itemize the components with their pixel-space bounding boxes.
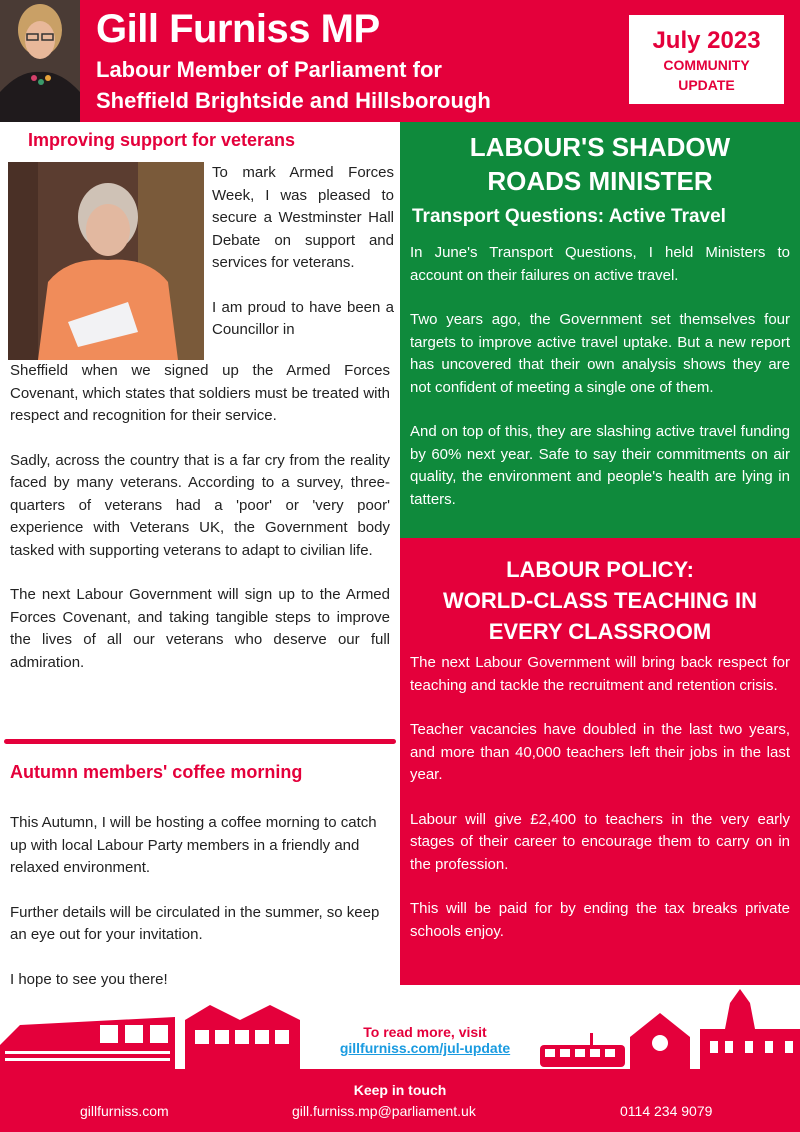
issue-date: July 2023 <box>652 27 761 54</box>
teaching-heading-line-1: LABOUR POLICY: <box>506 557 694 582</box>
veterans-debate-photo <box>8 162 204 360</box>
transport-section <box>400 122 800 538</box>
transport-paragraph-3: And on top of this, they are slashing active travel funding by 60% next year. Safe to say their commitments on air quality, the environment and people's health are lying in tatters. <box>410 423 790 508</box>
teaching-paragraph-3: Labour will give £2,400 to teachers in the very early stages of their career to encourage them to carry on in the profession. <box>410 810 790 873</box>
veterans-body <box>10 360 390 696</box>
mp-role <box>96 54 491 116</box>
transport-subheading: Transport Questions: Active Travel <box>412 206 726 227</box>
coffee-paragraph-2: Further details will be circulated in the summer, so keep an eye out for your invitation. <box>10 903 380 943</box>
transport-heading-line-2: ROADS MINISTER <box>487 166 713 196</box>
email-link[interactable]: gill.furniss.mp@parliament.uk <box>292 1103 476 1119</box>
veterans-paragraph-4: The next Labour Government will sign up to the Armed Forces Covenant, and taking tangible steps to improve the lives of all our veterans who deserve our full admiration. <box>10 586 390 671</box>
avatar <box>0 0 80 122</box>
debate-photo-image <box>8 162 204 360</box>
coffee-heading: Autumn members' coffee morning <box>10 762 303 782</box>
badge-line-1: COMMUNITY <box>663 57 750 73</box>
keep-in-touch-label: Keep in touch <box>353 1082 447 1098</box>
page-title: Gill Furniss MP <box>96 7 380 51</box>
mp-portrait-image <box>0 0 80 122</box>
veterans-paragraph-2a: I am proud to have been a Councillor in <box>212 298 394 338</box>
veterans-paragraph-2b: Sheffield when we signed up the Armed Forces Covenant, which states that soldiers must be treated with respect and recognition for their service. <box>10 362 390 424</box>
teaching-paragraph-1: The next Labour Government will bring back respect for teaching and tackle the recruitment and retention crisis. <box>410 654 790 694</box>
coffee-paragraph-1: This Autumn, I will be hosting a coffee morning to catch up with local Labour Party members in a friendly and relaxed environment. <box>10 814 377 876</box>
website-link[interactable]: gillfurniss.com <box>80 1103 169 1119</box>
mp-role-line-2: Sheffield Brightside and Hillsborough <box>96 88 491 113</box>
teaching-heading-line-2: WORLD-CLASS TEACHING IN <box>442 588 758 613</box>
read-more-label: To read more, visit <box>363 1024 487 1040</box>
update-link[interactable]: gillfurniss.com/jul-update <box>339 1040 511 1056</box>
transport-paragraph-2: Two years ago, the Government set themselves four targets to improve active travel uptake. But a new report has uncovered that their own analysis shows they are not confident of meeting a single one of them. <box>410 311 790 396</box>
veterans-paragraph-1: To mark Armed Forces Week, I was pleased to secure a Westminster Hall Debate on support and services for veterans. <box>212 164 394 271</box>
coffee-paragraph-3: I hope to see you there! <box>10 970 168 988</box>
read-more-callout <box>300 1024 550 1056</box>
veterans-intro <box>212 162 394 342</box>
teaching-heading-line-3: EVERY CLASSROOM <box>488 619 712 644</box>
transport-paragraph-1: In June's Transport Questions, I held Ministers to account on their failures on active travel. <box>410 244 790 284</box>
coffee-body <box>10 812 390 1013</box>
veterans-heading: Improving support for veterans <box>28 130 296 150</box>
left-column <box>0 122 400 1002</box>
mp-role-line-1: Labour Member of Parliament for <box>96 57 442 82</box>
phone-number[interactable]: 0114 234 9079 <box>620 1103 713 1119</box>
section-divider <box>4 739 396 744</box>
footer-contact <box>0 1077 800 1132</box>
veterans-paragraph-3: Sadly, across the country that is a far cry from the reality faced by many veterans. According to a survey, three-quarters of veterans had a 'poor' or 'very poor' experience with Veterans UK, the Government body tasked with supporting veterans to adapt to civilian life. <box>10 451 390 559</box>
teaching-section <box>400 538 800 985</box>
teaching-paragraph-4: This will be paid for by ending the tax breaks private schools enjoy. <box>410 900 790 940</box>
transport-body <box>410 242 790 533</box>
header-banner <box>0 0 800 122</box>
teaching-heading <box>400 538 800 647</box>
date-badge <box>629 15 784 104</box>
badge-line-2: UPDATE <box>678 77 735 93</box>
transport-heading <box>400 122 800 198</box>
transport-heading-line-1: LABOUR'S SHADOW <box>469 132 731 162</box>
teaching-paragraph-2: Teacher vacancies have doubled in the last two years, and more than 40,000 teachers left their jobs in the last year. <box>410 721 790 783</box>
teaching-body <box>410 652 790 965</box>
